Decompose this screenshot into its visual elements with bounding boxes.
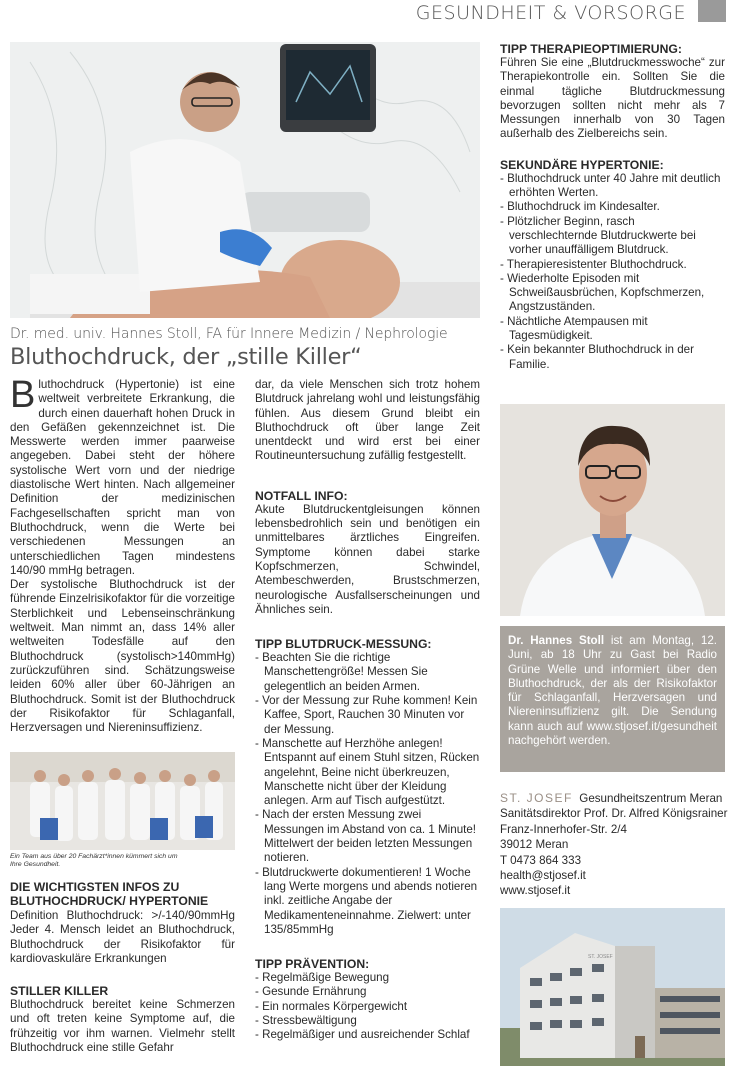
building-photo bbox=[500, 908, 725, 1066]
team-photo-caption: Ein Team aus über 20 Fachärzt*innen kümmert sich um Ihre Gesundheit. bbox=[10, 853, 178, 868]
list-item: - Gesunde Ernährung bbox=[255, 985, 367, 999]
stiller-killer-text: Bluthochdruck bereitet keine Schmerzen und oft treten keine Symptome auf, die frühzeitig vor ihm warnen. Vielmehr stellt Bluthochdruck eine stille Gefahr bbox=[10, 998, 235, 1055]
list-item: - Bluthochdruck unter 40 Jahre mit deutlich erhöhten Werten. bbox=[500, 171, 721, 200]
stiller-killer-heading: STILLER KILLER bbox=[10, 984, 109, 999]
list-item: - Blutdruckwerte dokumentieren! 1 Woche lang Werte morgens und abends notieren inkl. zeitliche Angabe der Medikamenteneinnahme. Zielwert: unter 135/85mmHg bbox=[255, 865, 478, 936]
portrait-illustration bbox=[500, 404, 725, 616]
city: 39012 Meran bbox=[500, 838, 569, 852]
portrait-photo bbox=[500, 404, 725, 616]
org-name: Gesundheitszentrum Meran bbox=[579, 792, 723, 805]
column-1-body bbox=[10, 374, 235, 735]
column-3 bbox=[500, 42, 725, 372]
street: Franz-Innerhofer-Str. 2/4 bbox=[500, 822, 627, 836]
list-item: - Regelmäßige Bewegung bbox=[255, 971, 390, 985]
speaker-text: ist am Montag, 12. Juni, ab 18 Uhr zu Gast bei Radio Grüne Welle und informiert über den Bluthochdruck, der als der Risikofaktor für Schlaganfall, Herzversagen und Niereninsuffizienz gilt. Die Sendung kann auch auf www.stjosef.it/gesundheit nachgehört werden. bbox=[508, 634, 718, 748]
column-2 bbox=[255, 378, 480, 1043]
infos-text: Definition Bluthochdruck: >/-140/90mmHg Jeder 4. Mensch leidet an Bluthochdruck, Bluthochdruck der Risikofaktor für kardiovaskuläre Erkrankungen bbox=[10, 909, 235, 965]
praevention-heading: TIPP PRÄVENTION: bbox=[255, 957, 370, 972]
website-link[interactable]: www.stjosef.it bbox=[500, 884, 571, 898]
list-item: - Nach der ersten Messung zwei Messungen im Abstand von ca. 1 Minute! Mittelwert der beiden letzten Messungen notieren. bbox=[255, 808, 477, 865]
sekundaer-heading: SEKUNDÄRE HYPERTONIE: bbox=[500, 157, 664, 172]
director: Sanitätsdirektor Prof. Dr. Alfred Königsrainer bbox=[500, 807, 728, 821]
email-link[interactable]: health@stjosef.it bbox=[500, 869, 586, 883]
infos-heading: DIE WICHTIGSTEN INFOS ZU BLUTHOCHDRUCK/ HYPERTONIE bbox=[10, 880, 209, 908]
list-item: - Nächtliche Atempausen mit Tagesmüdigkeit. bbox=[500, 314, 648, 343]
list-item: - Therapieresistenter Bluthochdruck. bbox=[500, 257, 687, 271]
speaker-name: Dr. Hannes Stoll bbox=[508, 634, 605, 647]
list-item: - Regelmäßiger und ausreichender Schlaf bbox=[255, 1028, 470, 1042]
section-marker bbox=[698, 0, 726, 22]
intro-paragraph: Bluthochdruck (Hypertonie) ist eine weltweit verbreitete Erkrankung, die durch einen dauerhaft hohen Druck in den Gefäßen gekennzeichnet ist. Die Messwerte werden immer paarweise angegeben. Dabei steht der höhere systolische Wert vorn und der niedrige diastolische Wert hinten. Nach allgemeiner Definition der medizinischen Fachgesellschaften spricht man von Bluthochdruck, wenn die Werte bei verschiedenen Messungen an unterschiedlichen Tagen mindestens 140/90 mmHg betragen. bbox=[10, 374, 235, 577]
phone: T 0473 864 333 bbox=[500, 853, 582, 867]
list-item: - Vor der Messung zur Ruhe kommen! Kein Kaffee, Sport, Rauchen 30 Minuten vor der Messung. bbox=[255, 694, 478, 736]
column-2-intro: dar, da viele Menschen sich trotz hohem Blutdruck jahrelang wohl und leistungsfähig fühlen. Aus diesem Grund bleibt ein Bluthochdruck oft über lange Zeit unentdeckt und wird erst bei einer Routineuntersuchung zufällig festgestellt. bbox=[255, 378, 480, 463]
team-photo bbox=[10, 752, 235, 850]
messung-list bbox=[255, 651, 480, 937]
column-1-bottom bbox=[10, 880, 235, 1055]
paragraph-2: Der systolische Bluthochdruck ist der führende Einzelrisikofaktor für die vorzeitige Sterblichkeit und Lebenseinschränkung weltweit. Man nimmt an, dass 14% aller weltweiten Todesfälle auf den Bluthochdruck (systolisch>140mmHg) zurückzuführen sind. Schätzungsweise leiden 60% aller über 60-Jährigen an Bluthochdruck. Somit ist der Bluthochdruck der Risikofaktor für Schlaganfall, Herzversagen und Niereninsuffizienz. bbox=[10, 578, 235, 735]
list-item: - Beachten Sie die richtige Manschettengröße! Messen Sie gelegentlich an beiden Armen. bbox=[255, 651, 428, 693]
speaker-info-box bbox=[500, 626, 725, 772]
ultrasound-illustration bbox=[10, 42, 480, 318]
therapie-text: Führen Sie eine „Blutdruckmesswoche“ zur Therapiekontrolle ein. Sollten Sie die einmal tägliche Blutdruckmessung bevorzugen sollten nicht mehr als 7 Messungen innerhalb von 30 Tagen außerhalb des Zielbereichs sein. bbox=[500, 56, 725, 141]
article-byline: Dr. med. univ. Hannes Stoll, FA für Innere Medizin / Nephrologie bbox=[10, 326, 448, 342]
list-item: - Manschette auf Herzhöhe anlegen! Entspannt auf einem Stuhl sitzen, Rücken angelehnt, Beine nicht überkreuzen, Manschette nicht über der Kleidung anlegen. Arm auf Tisch aufgestützt. bbox=[255, 736, 480, 808]
main-photo-ultrasound bbox=[10, 42, 480, 318]
list-item: - Ein normales Körpergewicht bbox=[255, 999, 408, 1013]
building-illustration bbox=[500, 908, 725, 1066]
list-item: - Stressbewältigung bbox=[255, 1013, 357, 1027]
contact-block bbox=[500, 791, 735, 899]
therapie-heading: TIPP THERAPIEOPTIMIERUNG: bbox=[500, 42, 682, 56]
list-item: - Wiederholte Episoden mit Schweißausbrüchen, Kopfschmerzen, Angstzuständen. bbox=[500, 271, 705, 314]
section-title: GESUNDHEIT & VORSORGE bbox=[415, 2, 686, 24]
team-illustration bbox=[10, 752, 235, 850]
building-sign-text: ST. JOSEF bbox=[588, 954, 613, 960]
article-title: Bluthochdruck, der „stille Killer“ bbox=[10, 344, 362, 370]
notfall-text: Akute Blutdruckentgleisungen können lebensbedrohlich sein und benötigen ein unmittelbares ärztliches Eingreifen. Symptome können dabei starke Kopfschmerzen, Schwindel, Atembeschwerden, Brustschmerzen, neurologische Ausfallserscheinungen und Ähnliches sein. bbox=[255, 502, 480, 616]
messung-heading: TIPP BLUTDRUCK-MESSUNG: bbox=[255, 637, 432, 652]
sekundaer-list bbox=[500, 172, 725, 372]
st-josef-logo: ST. JOSEF bbox=[500, 791, 573, 805]
dropcap: B bbox=[10, 374, 36, 416]
notfall-heading: NOTFALL INFO: bbox=[255, 488, 348, 503]
praevention-list bbox=[255, 971, 480, 1042]
list-item: - Kein bekannter Bluthochdruck in der Familie. bbox=[500, 343, 694, 371]
list-item: - Bluthochdruck im Kindesalter. bbox=[500, 200, 660, 214]
list-item: - Plötzlicher Beginn, rasch verschlechternde Blutdruckwerte bei vorher unauffälligem Blutdruck. bbox=[500, 214, 696, 257]
